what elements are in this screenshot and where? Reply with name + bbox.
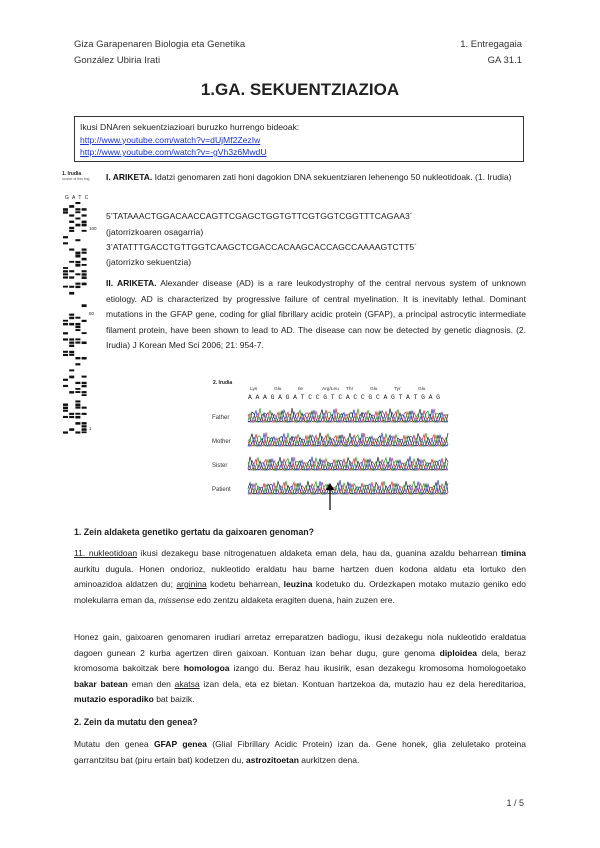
answer-text: (Glial Fibrillary Acidic Protein) izan da. Gene honek, glia zeluletako proteina garrantzitsu bat (piru ertain bat) kodetzen du, [74,739,527,765]
amino-acid-label: Arg/Leu [322,387,339,392]
gel-band [75,323,80,326]
gel-band [75,431,80,433]
gel-band [69,221,74,223]
gel-band [63,416,68,418]
exercise2-heading: II. ARIKETA. [106,278,157,288]
answer-text: eman den [127,678,175,689]
gel-band [69,391,74,393]
answer-nucleotide-position: 11. nukleotidoan [74,548,138,558]
gel-band [75,255,80,258]
answer-keyword: arginina [176,579,207,589]
gel-band [75,382,80,384]
amino-acid-label: Glu [418,387,426,392]
gel-mark-100: 100 [89,226,97,231]
question1-answer-p1 [74,546,526,608]
sequence-complement: 5’TATAAACTGGACAACCAGTTCGAGCTGGTGTTCGTGGTCGGTTTCAGAA3´ [106,211,413,221]
exercise2-paragraph [106,276,526,354]
gel-band [63,276,68,278]
page-title: 1.GA. SEKUENTZIAZIOA [200,80,400,99]
page-number: 1 / 5 [506,798,524,808]
gel-band [63,236,68,238]
gel-band [82,376,87,378]
answer-keyword: bakar batean [74,678,128,689]
gel-band [69,249,74,251]
sequence-original-label: (jatorrizko sekuentzia) [106,257,192,267]
gel-band [63,338,68,340]
gel-band [69,323,74,326]
gel-band [63,385,68,387]
gel-band [82,258,87,261]
gel-band [75,342,80,344]
exercise1-text: Idatzi genomaren zati honi dagokion DNA sekuentziaren lehenengo 50 nukleotidoak. (1. Irudia) [152,172,512,182]
gel-band [82,407,87,409]
gel-band [69,292,74,295]
question1-answer-p2 [74,630,526,708]
gel-band [82,208,87,210]
gel-band [75,273,80,275]
course-title: Giza Garapenaren Biologia eta Genetika [74,39,246,50]
gel-band [82,391,87,393]
gel-band [69,214,74,216]
gel-band [63,286,68,288]
chromatogram-trace [248,408,448,422]
gel-band [82,320,87,322]
gel-band [82,425,87,427]
gel-band [69,338,74,340]
gel-band [69,428,74,431]
answer-text: Mutatu den genea [74,739,154,749]
gel-band [69,261,74,263]
gel-band [82,249,87,251]
answer-keyword: GFAP genea [153,739,207,749]
gel-band [75,208,80,210]
question2-heading: 2. Zein da mutatu den genea? [74,717,198,727]
answer-keyword: astrozitoetan [245,754,299,765]
gel-band [69,314,74,316]
gel-band [75,407,80,409]
answer-text: izango du. Beraz hau ikusirik, esan dezakegu kromosoma homologoetako [229,663,526,673]
gel-band [63,270,68,272]
group-label: GA 31.1 [487,55,522,66]
gel-band [75,400,80,402]
gel-band [82,304,87,307]
gel-band [69,376,74,379]
answer-text: bat baizik. [153,694,195,704]
answer-keyword: missense [158,594,195,605]
amino-acid-label: Glu [370,387,378,392]
exercise2-text: Alexander disease (AD) is a rare leukodystrophy of the central nervous system of unknown etiology. AD is characterized by progressive failure of central myelination. It is inevitably lethal. Dominant mutations in the GFAP gene, coding for glial fibrillary acidic protein (GFAP), a principal astrocytic intermediate filament protein, have been shown to lead to AD. The disease can now be detected by genetic diagnosis. (2. Irudia) J Korean Med Sci 2006; 21: 954-7. [106,278,526,350]
gel-band [63,323,68,325]
answer-text: Honez gain, gaixoaren genomaren irudiari arretaz erreparatzen badiogu, ikusi dezakegu nola nukleotido eraldatua dagoen gunean 2 kurba agertzen diren gaixoan. Kontuan izan behar dugu, gure genoma [74,632,526,658]
amino-acid-labels [250,386,426,392]
gel-band [82,276,87,279]
gel-band [75,211,80,213]
gel-band [69,227,74,229]
gel-band [63,208,68,211]
gel-band [69,413,74,415]
gel-band [63,354,68,356]
exercise1-heading: I. ARIKETA. [106,172,153,182]
gel-band [75,239,80,241]
gel-band [82,428,87,431]
answer-keyword: homologoa [183,663,230,673]
gel-band [82,385,87,387]
gel-band [69,276,74,278]
exercise1-paragraph [106,170,526,186]
chromatogram-row-label: Patient [212,487,231,493]
gel-band [63,410,68,412]
gel-band [75,422,80,425]
gel-band [82,342,87,345]
chromatogram-row-labels [212,415,231,493]
gel-band [75,202,80,204]
answer-keyword: akatsa [174,678,200,689]
answer-text: izan dela, eta ez bietan. Kontuan hartzekoa da, mutazio hau ez dela hereditarioa, [199,678,526,689]
gel-band [82,214,87,216]
gel-band [69,342,74,344]
gel-band [82,357,87,360]
gel-band [69,416,74,418]
gel-band [75,264,80,267]
gel-band [63,273,68,275]
gel-band [75,329,80,331]
answer-keyword: mutazio esporadiko [74,694,154,704]
gel-band [82,221,87,224]
video-link-2[interactable]: http://www.youtube.com/watch?v=-gVh3z6MwdU [80,147,267,157]
gel-bands [63,202,87,434]
gel-band [63,320,68,322]
gel-band [69,205,74,208]
answer-text: kodetuko du. Ordezkapen motako mutazio geniko edo molekularra eman da, [74,579,526,605]
gel-band [63,351,68,353]
amino-acid-label: Ile [298,387,304,392]
chromatogram-row-label: Mother [212,439,231,445]
gel-band [75,317,80,319]
figure1-sublabel: source of this img [62,177,90,181]
gel-mark-1: 1 [89,426,92,431]
gel-band [82,431,87,433]
gel-band [63,407,68,409]
sequencing-gel-image [62,200,88,435]
figure1-label: 1. Irudia [62,171,82,177]
gel-band [69,354,74,356]
gel-band [82,252,87,254]
author-name: González Ubiria Irati [74,55,161,66]
gel-band [69,369,74,371]
gel-band [63,267,68,269]
gel-band [75,218,80,220]
answer-text: dela, beraz kromosoma bakoitzak bere [74,647,526,673]
gel-mark-50: 50 [89,311,95,316]
amino-acid-label: Lys [250,387,258,392]
gel-band [69,345,74,347]
gel-band [63,431,68,433]
gel-band [69,286,74,288]
amino-acid-label: Thr [346,387,354,392]
gel-band [75,338,80,340]
gel-band [69,270,74,272]
gel-band [75,224,80,227]
chromatogram-sequence: A A A G A G A T C C G T C A C C G C A G T A T G A G [248,394,440,401]
answer-text: aurkitzen dena. [298,754,360,765]
amino-acid-label: Glu [274,387,282,392]
gel-band [63,404,68,406]
gel-band [82,224,87,227]
video-links-box [74,116,524,162]
chromatogram-trace [248,409,448,422]
gel-band [82,270,87,272]
answer-text: ikusi dezakegu base nitrogenatuen aldaketa eman dela, hau da, guanina azaldu beharrean [137,548,501,558]
gel-band [63,242,68,244]
answer-text: aurkitu dugula. Honen ondorioz, nukleotido eraldatu hau barne hartzen duen kodona aldatu eta lortuko den aminoazidoa aldatzen du; [74,563,526,589]
sequence-original: 3’ATATTTGACCTGTTGGTCAAGCTCGACCACAAGCACCAGCCAAAAGTCTT5´ [106,242,418,252]
chromatogram-figure [210,382,510,517]
gel-band [82,332,87,334]
gel-band [82,382,87,384]
gel-band [69,351,74,354]
video-intro: Ikusi DNAren sekuentziazioari buruzko hurrengo bideoak: [80,122,300,132]
gel-band [82,264,87,266]
gel-band [75,357,80,359]
gel-band [63,332,68,334]
chromatogram-row-label: Sister [212,463,228,469]
video-link-1[interactable]: http://www.youtube.com/watch?v=dUjMf2ZezIw [80,134,261,145]
gel-band [75,283,80,285]
amino-acid-label: Tyr [394,387,401,392]
chromatogram-row-label: Father [212,415,230,421]
gel-band [75,391,80,393]
gel-band [69,317,74,319]
gel-band [75,363,80,365]
answer-keyword: timina [500,548,526,558]
question1-heading: 1. Zein aldaketa genetiko gertatu da gaixoaren genoman? [74,527,315,537]
gel-band [75,261,80,264]
gel-band [75,416,80,419]
answer-keyword: leuzina [283,579,313,589]
question2-answer [74,737,526,768]
gel-band [82,283,87,286]
gel-band [75,326,80,328]
chromatogram-traces [248,408,448,494]
gel-band [82,413,87,415]
gel-band [82,273,87,275]
answer-keyword: diploidea [439,647,477,658]
gel-band [75,404,80,407]
gel-band [82,394,87,396]
gel-band [75,286,80,288]
figure1-lanes: G A T C [65,195,90,201]
gel-band [75,252,80,255]
gel-band [82,230,87,232]
answer-text: kodetu beharrean, [206,579,284,589]
sequence-complement-label: (jatorrizkoaren osagarria) [106,227,204,237]
gel-band [63,379,68,381]
gel-band [63,211,68,213]
gel-band [75,413,80,415]
gel-band [69,230,74,232]
gel-band [75,388,80,390]
figure2-label: 2. Irudia [213,380,233,386]
gel-band [82,422,87,424]
assignment-label: 1. Entregagaia [460,39,522,50]
answer-text: edo zentzu aldaketa eragiten duena, hain zuzen ere. [194,594,395,605]
